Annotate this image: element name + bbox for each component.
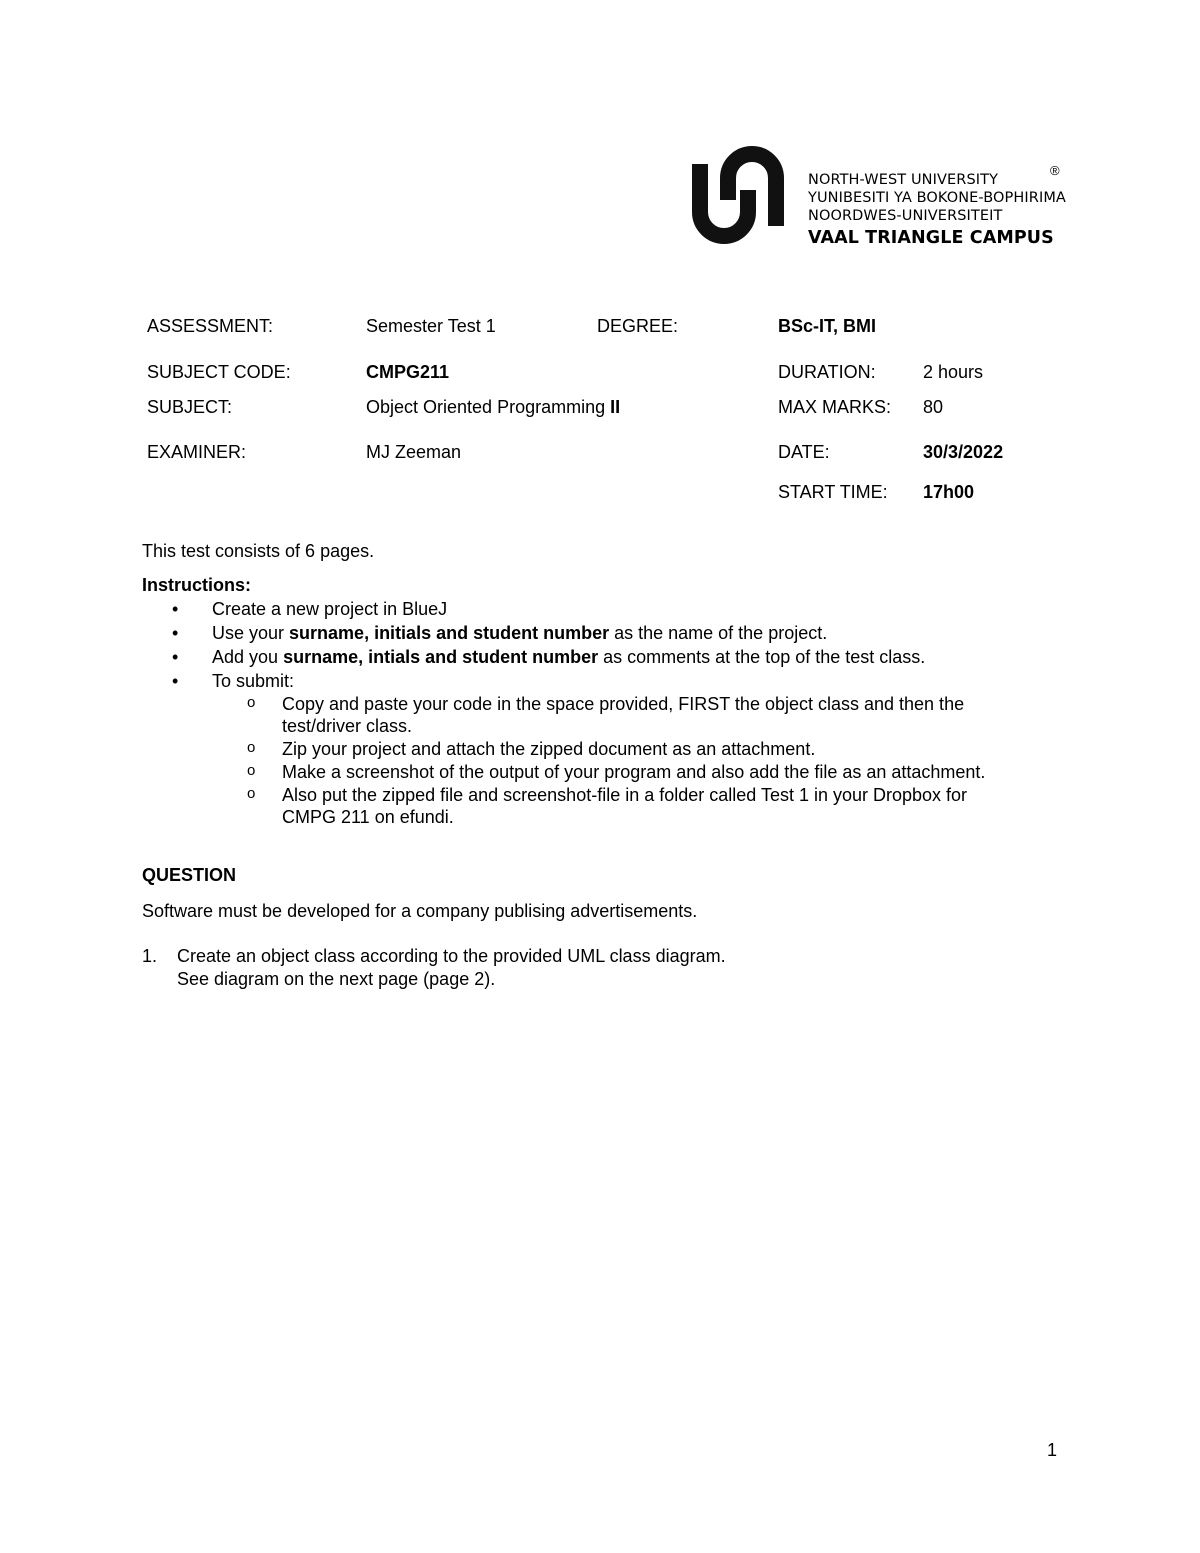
sub-bullet-icon: o: [247, 762, 256, 779]
degree-value: BSc-IT, BMI: [778, 316, 877, 336]
logo-line-2: YUNIBESITI YA BOKONE-BOPHIRIMA: [808, 190, 1066, 206]
text-run: Add you: [212, 647, 284, 667]
page-number: 1: [1047, 1440, 1058, 1460]
text-run: Use your: [212, 623, 290, 643]
bold-run: surname, intials and student number: [283, 647, 599, 667]
assessment-value: Semester Test 1: [366, 316, 496, 336]
bold-run: surname, initials and student number: [289, 623, 610, 643]
bullet-icon: •: [172, 671, 179, 691]
question-item-line-1: Create an object class according to the provided UML class diagram.: [177, 946, 726, 966]
duration-label: DURATION:: [778, 362, 876, 382]
instruction-text: To submit:: [212, 671, 295, 691]
subject-value-bold: II: [610, 397, 621, 417]
text-run: as comments at the top of the test class.: [598, 647, 926, 667]
subject-label: SUBJECT:: [147, 397, 233, 417]
date-value: 30/3/2022: [923, 442, 1004, 462]
instruction-text: [212, 623, 827, 644]
university-logo-icon: [690, 142, 786, 248]
sub-bullet-icon: o: [247, 694, 256, 711]
registered-mark: ®: [1050, 163, 1060, 178]
question-item-line-2: See diagram on the next page (page 2).: [177, 969, 496, 989]
sub-bullet-icon: o: [247, 785, 256, 802]
duration-value: 2 hours: [923, 362, 984, 382]
logo-campus: VAAL TRIANGLE CAMPUS: [808, 228, 1054, 248]
subject-value-plain: Object Oriented Programming: [366, 397, 611, 417]
question-text: Software must be developed for a company publising advertisements.: [142, 901, 698, 921]
sub-bullet-icon: o: [247, 739, 256, 756]
submit-step-1-continued: test/driver class.: [282, 716, 413, 736]
question-item-number: 1.: [142, 946, 158, 966]
instructions-heading: Instructions:: [142, 575, 252, 595]
date-label: DATE:: [778, 442, 830, 462]
text-run: as the name of the project.: [609, 623, 828, 643]
submit-step-4-continued: CMPG 211 on efundi.: [282, 807, 454, 827]
submit-step-text: Make a screenshot of the output of your program and also add the file as an attachment.: [282, 762, 986, 782]
logo-line-3: NOORDWES-UNIVERSITEIT: [808, 208, 1003, 224]
max-marks-label: MAX MARKS:: [778, 397, 892, 417]
start-time-label: START TIME:: [778, 482, 888, 502]
subject-code-value: CMPG211: [366, 362, 450, 382]
subject-value: [366, 397, 620, 418]
instruction-text: [212, 647, 925, 668]
submit-step-text: Copy and paste your code in the space provided, FIRST the object class and then the: [282, 694, 965, 714]
question-heading: QUESTION: [142, 865, 237, 885]
subject-code-label: SUBJECT CODE:: [147, 362, 291, 382]
bullet-icon: •: [172, 647, 179, 667]
degree-label: DEGREE:: [597, 316, 679, 336]
logo-line-1: NORTH-WEST UNIVERSITY: [808, 172, 999, 188]
bullet-icon: •: [172, 599, 179, 619]
examiner-label: EXAMINER:: [147, 442, 247, 462]
submit-step-text: Also put the zipped file and screenshot-file in a folder called Test 1 in your Dropbox for: [282, 785, 968, 805]
instruction-text: Create a new project in BlueJ: [212, 599, 448, 619]
bullet-icon: •: [172, 623, 179, 643]
examiner-value: MJ Zeeman: [366, 442, 462, 462]
max-marks-value: 80: [923, 397, 944, 417]
intro-text: This test consists of 6 pages.: [142, 541, 375, 561]
start-time-value: 17h00: [923, 482, 975, 502]
submit-step-text: Zip your project and attach the zipped document as an attachment.: [282, 739, 816, 759]
assessment-label: ASSESSMENT:: [147, 316, 274, 336]
